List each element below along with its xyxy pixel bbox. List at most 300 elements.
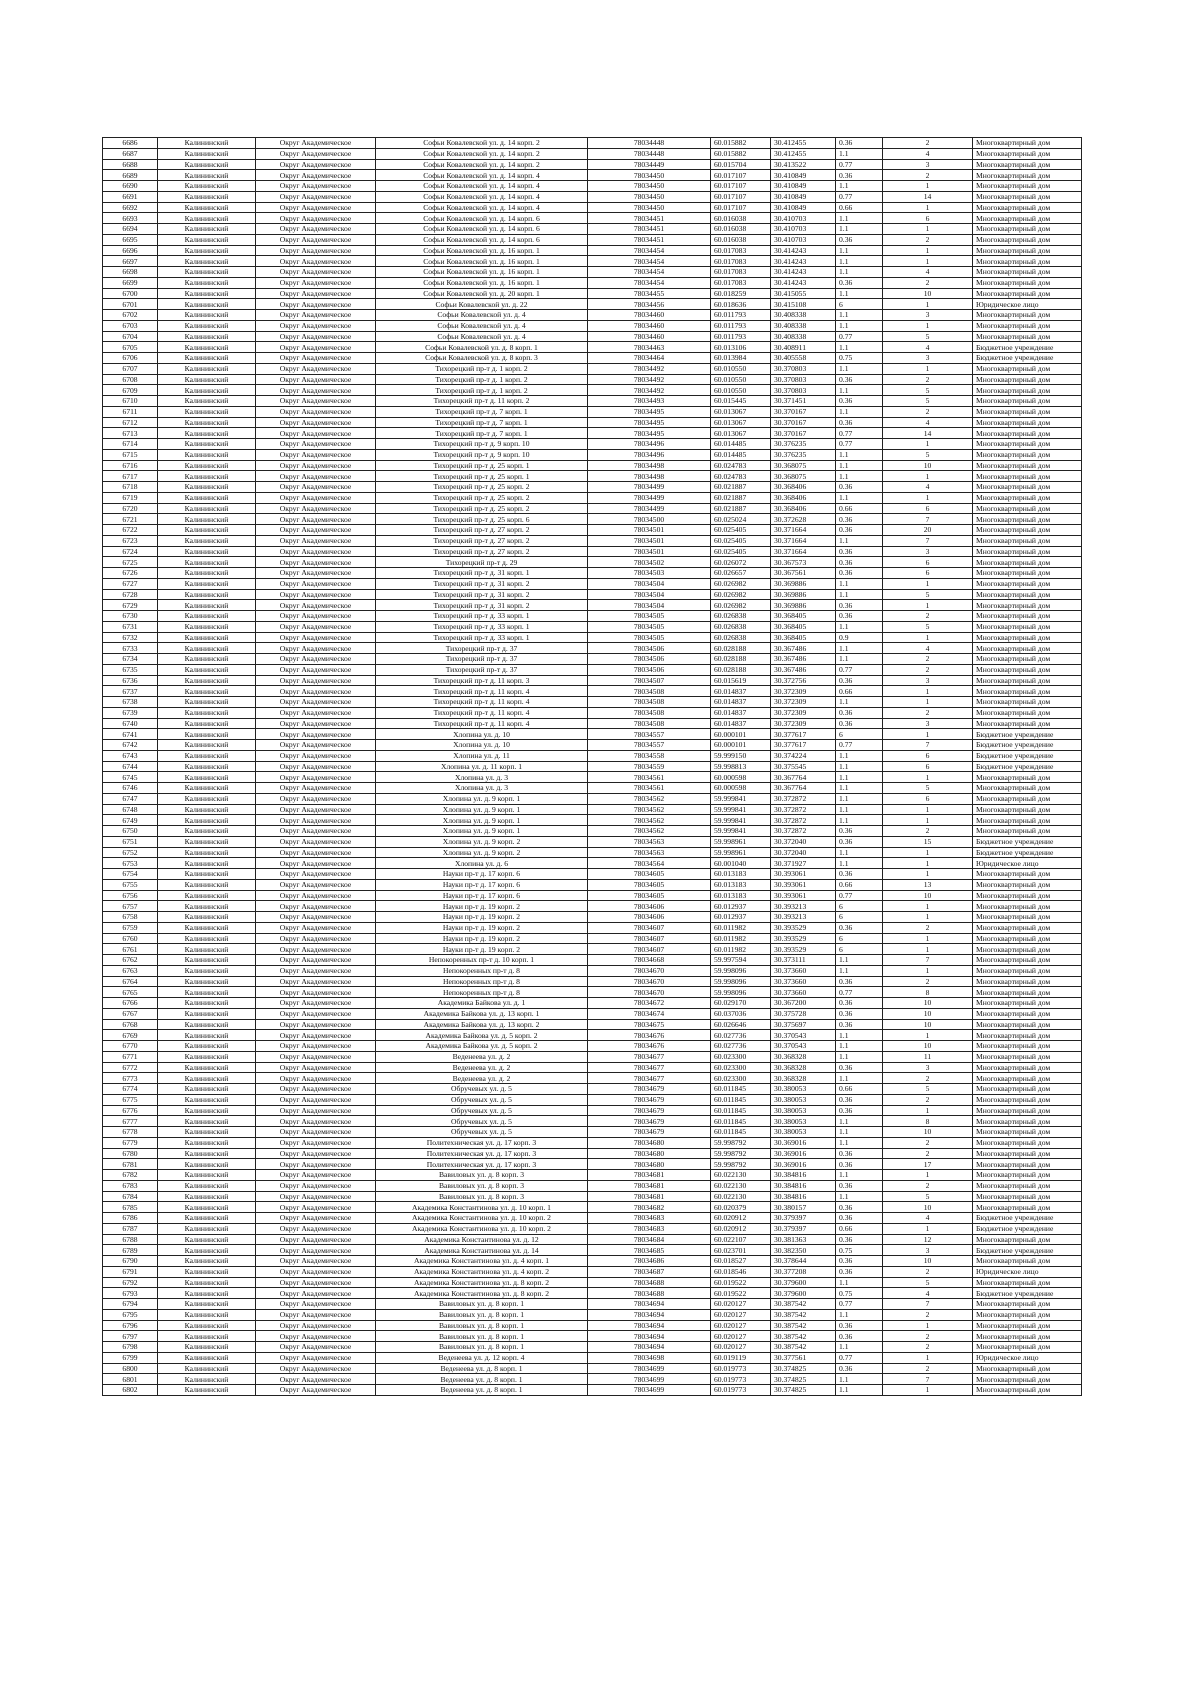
municipality-cell: Округ Академическое [256,987,376,998]
volume-cell: 0.36 [836,546,883,557]
building-id-cell: 78034454 [588,277,711,288]
latitude-cell: 60.021887 [711,482,771,493]
longitude-cell: 30.369016 [771,1159,836,1170]
municipality-cell: Округ Академическое [256,1256,376,1267]
owner-type-cell: Многоквартирный дом [973,374,1082,385]
district-cell: Калининский [158,826,256,837]
count-cell: 2 [883,664,973,675]
volume-cell: 0.36 [836,1180,883,1191]
count-cell: 3 [883,1245,973,1256]
row-number-cell: 6741 [103,729,158,740]
table-row [103,417,1082,428]
address-cell: Веденеева ул. д. 12 корп. 4 [376,1352,588,1363]
table-row [103,191,1082,202]
longitude-cell: 30.373111 [771,955,836,966]
longitude-cell: 30.370803 [771,385,836,396]
table-row [103,664,1082,675]
latitude-cell: 60.025405 [711,535,771,546]
longitude-cell: 30.414243 [771,245,836,256]
row-number-cell: 6784 [103,1191,158,1202]
owner-type-cell: Многоквартирный дом [973,1277,1082,1288]
address-cell: Тихорецкий пр-т д. 27 корп. 2 [376,525,588,536]
row-number-cell: 6772 [103,1062,158,1073]
building-id-cell: 78034694 [588,1342,711,1353]
table-row [103,1105,1082,1116]
district-cell: Калининский [158,1309,256,1320]
building-id-cell: 78034450 [588,202,711,213]
row-number-cell: 6710 [103,396,158,407]
district-cell: Калининский [158,761,256,772]
longitude-cell: 30.410849 [771,170,836,181]
address-cell: Обручевых ул. д. 5 [376,1116,588,1127]
building-id-cell: 78034672 [588,998,711,1009]
count-cell: 1 [883,632,973,643]
count-cell: 2 [883,1073,973,1084]
count-cell: 7 [883,740,973,751]
district-cell: Калининский [158,1213,256,1224]
volume-cell: 0.36 [836,396,883,407]
address-cell: Обручевых ул. д. 5 [376,1084,588,1095]
address-cell: Тихорецкий пр-т д. 1 корп. 2 [376,374,588,385]
owner-type-cell: Многоквартирный дом [973,1159,1082,1170]
district-cell: Калининский [158,1062,256,1073]
owner-type-cell: Многоквартирный дом [973,869,1082,880]
table-row [103,1073,1082,1084]
volume-cell: 1.1 [836,224,883,235]
owner-type-cell: Многоквартирный дом [973,557,1082,568]
district-cell: Калининский [158,299,256,310]
district-cell: Калининский [158,331,256,342]
latitude-cell: 60.011982 [711,944,771,955]
table-row [103,234,1082,245]
table-row [103,1170,1082,1181]
count-cell: 4 [883,643,973,654]
owner-type-cell: Многоквартирный дом [973,697,1082,708]
building-id-cell: 78034501 [588,546,711,557]
municipality-cell: Округ Академическое [256,740,376,751]
municipality-cell: Округ Академическое [256,1094,376,1105]
count-cell: 7 [883,955,973,966]
district-cell: Калининский [158,492,256,503]
volume-cell: 0.66 [836,503,883,514]
table-row [103,1309,1082,1320]
municipality-cell: Округ Академическое [256,836,376,847]
building-id-cell: 78034687 [588,1266,711,1277]
row-number-cell: 6715 [103,449,158,460]
address-cell: Тихорецкий пр-т д. 11 корп. 4 [376,697,588,708]
building-id-cell: 78034605 [588,869,711,880]
address-cell: Софьи Ковалевской ул. д. 4 [376,310,588,321]
registry-table [102,137,1082,1396]
volume-cell: 0.75 [836,353,883,364]
building-id-cell: 78034679 [588,1094,711,1105]
municipality-cell: Округ Академическое [256,912,376,923]
latitude-cell: 60.017107 [711,202,771,213]
count-cell: 10 [883,998,973,1009]
volume-cell: 1.1 [836,621,883,632]
latitude-cell: 60.019119 [711,1352,771,1363]
building-id-cell: 78034562 [588,804,711,815]
building-id-cell: 78034605 [588,879,711,890]
longitude-cell: 30.372872 [771,804,836,815]
building-id-cell: 78034606 [588,901,711,912]
owner-type-cell: Бюджетное учреждение [973,836,1082,847]
latitude-cell: 60.026982 [711,600,771,611]
count-cell: 2 [883,1180,973,1191]
municipality-cell: Округ Академическое [256,998,376,1009]
volume-cell: 1.1 [836,288,883,299]
table-row [103,1213,1082,1224]
longitude-cell: 30.412455 [771,148,836,159]
building-id-cell: 78034676 [588,1030,711,1041]
row-number-cell: 6780 [103,1148,158,1159]
municipality-cell: Округ Академическое [256,439,376,450]
volume-cell: 1.1 [836,793,883,804]
municipality-cell: Округ Академическое [256,955,376,966]
address-cell: Софьи Ковалевской ул. д. 16 корп. 1 [376,256,588,267]
volume-cell: 1.1 [836,310,883,321]
district-cell: Калининский [158,546,256,557]
table-row [103,643,1082,654]
district-cell: Калининский [158,191,256,202]
latitude-cell: 60.026982 [711,589,771,600]
volume-cell: 0.36 [836,1256,883,1267]
count-cell: 10 [883,1041,973,1052]
count-cell: 2 [883,406,973,417]
volume-cell: 1.1 [836,181,883,192]
municipality-cell: Округ Академическое [256,1277,376,1288]
district-cell: Калининский [158,1191,256,1202]
volume-cell: 1.1 [836,363,883,374]
row-number-cell: 6743 [103,750,158,761]
address-cell: Тихорецкий пр-т д. 33 корп. 1 [376,621,588,632]
latitude-cell: 60.021887 [711,492,771,503]
address-cell: Софьи Ковалевской ул. д. 4 [376,320,588,331]
table-row [103,159,1082,170]
address-cell: Тихорецкий пр-т д. 37 [376,664,588,675]
row-number-cell: 6699 [103,277,158,288]
longitude-cell: 30.368406 [771,482,836,493]
latitude-cell: 60.012937 [711,912,771,923]
district-cell: Калининский [158,611,256,622]
count-cell: 1 [883,1352,973,1363]
address-cell: Тихорецкий пр-т д. 25 корп. 2 [376,492,588,503]
owner-type-cell: Бюджетное учреждение [973,342,1082,353]
count-cell: 15 [883,836,973,847]
count-cell: 7 [883,1374,973,1385]
building-id-cell: 78034498 [588,460,711,471]
count-cell: 1 [883,697,973,708]
table-row [103,729,1082,740]
latitude-cell: 59.998792 [711,1159,771,1170]
count-cell: 4 [883,342,973,353]
building-id-cell: 78034506 [588,664,711,675]
table-row [103,621,1082,632]
table-row [103,783,1082,794]
address-cell: Веденеева ул. д. 2 [376,1062,588,1073]
count-cell: 2 [883,654,973,665]
building-id-cell: 78034456 [588,299,711,310]
building-id-cell: 78034460 [588,320,711,331]
latitude-cell: 60.017107 [711,181,771,192]
longitude-cell: 30.371451 [771,396,836,407]
owner-type-cell: Бюджетное учреждение [973,729,1082,740]
longitude-cell: 30.372872 [771,793,836,804]
count-cell: 4 [883,148,973,159]
owner-type-cell: Многоквартирный дом [973,654,1082,665]
building-id-cell: 78034563 [588,836,711,847]
latitude-cell: 60.020912 [711,1223,771,1234]
owner-type-cell: Многоквартирный дом [973,471,1082,482]
table-row [103,224,1082,235]
municipality-cell: Округ Академическое [256,1137,376,1148]
owner-type-cell: Бюджетное учреждение [973,1288,1082,1299]
table-row [103,557,1082,568]
longitude-cell: 30.410703 [771,234,836,245]
volume-cell: 1.1 [836,1309,883,1320]
table-row [103,826,1082,837]
count-cell: 3 [883,1062,973,1073]
address-cell: Тихорецкий пр-т д. 27 корп. 2 [376,546,588,557]
address-cell: Тихорецкий пр-т д. 33 корп. 1 [376,632,588,643]
owner-type-cell: Многоквартирный дом [973,804,1082,815]
municipality-cell: Округ Академическое [256,1170,376,1181]
volume-cell: 1.1 [836,1073,883,1084]
table-row [103,933,1082,944]
building-id-cell: 78034682 [588,1202,711,1213]
owner-type-cell: Многоквартирный дом [973,600,1082,611]
address-cell: Академика Константинова ул. д. 8 корп. 2 [376,1277,588,1288]
latitude-cell: 60.015882 [711,138,771,149]
count-cell: 4 [883,417,973,428]
table-row [103,1191,1082,1202]
district-cell: Калининский [158,1170,256,1181]
table-row [103,750,1082,761]
address-cell: Веденеева ул. д. 8 корп. 1 [376,1363,588,1374]
longitude-cell: 30.371927 [771,858,836,869]
count-cell: 5 [883,1191,973,1202]
row-number-cell: 6757 [103,901,158,912]
building-id-cell: 78034492 [588,363,711,374]
latitude-cell: 60.013183 [711,879,771,890]
row-number-cell: 6720 [103,503,158,514]
longitude-cell: 30.377617 [771,729,836,740]
district-cell: Калининский [158,600,256,611]
row-number-cell: 6716 [103,460,158,471]
row-number-cell: 6798 [103,1342,158,1353]
latitude-cell: 60.020379 [711,1202,771,1213]
longitude-cell: 30.414243 [771,277,836,288]
owner-type-cell: Многоквартирный дом [973,826,1082,837]
volume-cell: 0.36 [836,1019,883,1030]
longitude-cell: 30.372309 [771,707,836,718]
table-row [103,471,1082,482]
building-id-cell: 78034506 [588,654,711,665]
building-id-cell: 78034451 [588,234,711,245]
address-cell: Науки пр-т д. 19 корп. 2 [376,922,588,933]
volume-cell: 0.36 [836,869,883,880]
address-cell: Науки пр-т д. 19 корп. 2 [376,944,588,955]
building-id-cell: 78034450 [588,181,711,192]
building-id-cell: 78034504 [588,578,711,589]
address-cell: Софьи Ковалевской ул. д. 8 корп. 3 [376,353,588,364]
address-cell: Академика Байкова ул. д. 5 корп. 2 [376,1041,588,1052]
municipality-cell: Округ Академическое [256,815,376,826]
address-cell: Непокоренных пр-т д. 10 корп. 1 [376,955,588,966]
owner-type-cell: Бюджетное учреждение [973,750,1082,761]
owner-type-cell: Многоквартирный дом [973,879,1082,890]
volume-cell: 6 [836,299,883,310]
longitude-cell: 30.412455 [771,138,836,149]
longitude-cell: 30.377208 [771,1266,836,1277]
latitude-cell: 60.020127 [711,1331,771,1342]
longitude-cell: 30.387542 [771,1299,836,1310]
owner-type-cell: Многоквартирный дом [973,1137,1082,1148]
building-id-cell: 78034454 [588,267,711,278]
longitude-cell: 30.368075 [771,471,836,482]
volume-cell: 1.1 [836,654,883,665]
owner-type-cell: Многоквартирный дом [973,815,1082,826]
municipality-cell: Округ Академическое [256,449,376,460]
volume-cell: 1.1 [836,1374,883,1385]
longitude-cell: 30.393529 [771,922,836,933]
longitude-cell: 30.381363 [771,1234,836,1245]
address-cell: Тихорецкий пр-т д. 31 корп. 2 [376,578,588,589]
district-cell: Калининский [158,1073,256,1084]
volume-cell: 0.77 [836,439,883,450]
municipality-cell: Округ Академическое [256,1008,376,1019]
count-cell: 1 [883,245,973,256]
district-cell: Калининский [158,525,256,536]
district-cell: Калининский [158,793,256,804]
municipality-cell: Округ Академическое [256,847,376,858]
address-cell: Академика Байкова ул. д. 13 корп. 1 [376,1008,588,1019]
latitude-cell: 60.013183 [711,869,771,880]
district-cell: Калининский [158,277,256,288]
building-id-cell: 78034681 [588,1191,711,1202]
municipality-cell: Округ Академическое [256,213,376,224]
count-cell: 1 [883,439,973,450]
row-number-cell: 6736 [103,675,158,686]
volume-cell: 1.1 [836,783,883,794]
owner-type-cell: Многоквартирный дом [973,202,1082,213]
address-cell: Непокоренных пр-т д. 8 [376,976,588,987]
latitude-cell: 60.011793 [711,331,771,342]
district-cell: Калининский [158,621,256,632]
volume-cell: 0.36 [836,1363,883,1374]
latitude-cell: 60.019522 [711,1288,771,1299]
district-cell: Калининский [158,449,256,460]
longitude-cell: 30.367764 [771,772,836,783]
volume-cell: 0.36 [836,1234,883,1245]
owner-type-cell: Многоквартирный дом [973,492,1082,503]
longitude-cell: 30.372756 [771,675,836,686]
longitude-cell: 30.369016 [771,1137,836,1148]
row-number-cell: 6712 [103,417,158,428]
municipality-cell: Округ Академическое [256,772,376,783]
building-id-cell: 78034451 [588,213,711,224]
address-cell: Тихорецкий пр-т д. 25 корп. 1 [376,460,588,471]
table-row [103,299,1082,310]
volume-cell: 0.36 [836,826,883,837]
district-cell: Калининский [158,1019,256,1030]
address-cell: Академика Байкова ул. д. 5 корп. 2 [376,1030,588,1041]
latitude-cell: 60.026838 [711,611,771,622]
municipality-cell: Округ Академическое [256,664,376,675]
latitude-cell: 60.000101 [711,729,771,740]
volume-cell: 1.1 [836,1127,883,1138]
owner-type-cell: Многоквартирный дом [973,525,1082,536]
volume-cell: 1.1 [836,148,883,159]
municipality-cell: Округ Академическое [256,492,376,503]
owner-type-cell: Многоквартирный дом [973,159,1082,170]
owner-type-cell: Многоквартирный дом [973,1331,1082,1342]
district-cell: Калининский [158,675,256,686]
volume-cell: 1.1 [836,761,883,772]
count-cell: 2 [883,1137,973,1148]
count-cell: 1 [883,804,973,815]
longitude-cell: 30.384816 [771,1170,836,1181]
longitude-cell: 30.367486 [771,654,836,665]
row-number-cell: 6766 [103,998,158,1009]
row-number-cell: 6782 [103,1170,158,1181]
address-cell: Хлопина ул. д. 11 корп. 1 [376,761,588,772]
count-cell: 1 [883,202,973,213]
longitude-cell: 30.368328 [771,1073,836,1084]
owner-type-cell: Многоквартирный дом [973,933,1082,944]
district-cell: Калининский [158,1245,256,1256]
address-cell: Софьи Ковалевской ул. д. 14 корп. 4 [376,181,588,192]
table-row [103,1137,1082,1148]
volume-cell: 0.36 [836,718,883,729]
count-cell: 3 [883,718,973,729]
owner-type-cell: Многоквартирный дом [973,1019,1082,1030]
municipality-cell: Округ Академическое [256,331,376,342]
volume-cell: 0.66 [836,879,883,890]
count-cell: 10 [883,460,973,471]
municipality-cell: Округ Академическое [256,1148,376,1159]
longitude-cell: 30.410703 [771,224,836,235]
count-cell: 14 [883,428,973,439]
latitude-cell: 60.023300 [711,1073,771,1084]
district-cell: Калининский [158,342,256,353]
table-row [103,1374,1082,1385]
count-cell: 10 [883,890,973,901]
owner-type-cell: Многоквартирный дом [973,675,1082,686]
district-cell: Калининский [158,933,256,944]
municipality-cell: Округ Академическое [256,1234,376,1245]
table-row [103,1180,1082,1191]
building-id-cell: 78034680 [588,1159,711,1170]
address-cell: Вавиловых ул. д. 8 корп. 3 [376,1191,588,1202]
district-cell: Калининский [158,1288,256,1299]
district-cell: Калининский [158,815,256,826]
volume-cell: 1.1 [836,965,883,976]
table-row [103,1008,1082,1019]
count-cell: 1 [883,320,973,331]
volume-cell: 0.77 [836,890,883,901]
row-number-cell: 6791 [103,1266,158,1277]
municipality-cell: Округ Академическое [256,675,376,686]
volume-cell: 1.1 [836,589,883,600]
latitude-cell: 60.001040 [711,858,771,869]
district-cell: Калининский [158,1234,256,1245]
count-cell: 2 [883,826,973,837]
building-id-cell: 78034694 [588,1331,711,1342]
municipality-cell: Округ Академическое [256,159,376,170]
building-id-cell: 78034448 [588,148,711,159]
row-number-cell: 6731 [103,621,158,632]
